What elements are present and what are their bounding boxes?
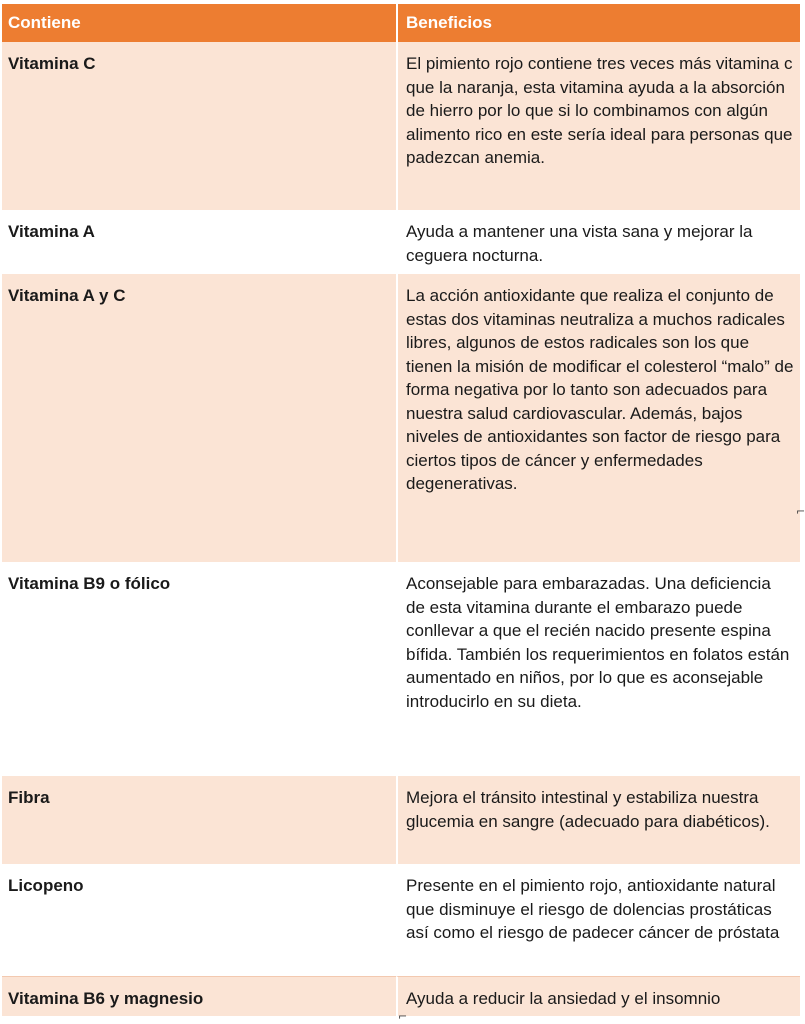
cell-resize-marker: ⌐ (398, 1010, 408, 1023)
table-row (2, 776, 800, 864)
nutrient-cell: Vitamina A y C (2, 274, 396, 562)
table-row (2, 864, 800, 976)
header-contiene: Contiene (2, 4, 396, 42)
table-row (2, 274, 800, 562)
nutrient-cell: Licopeno (2, 864, 396, 976)
nutrient-cell: Vitamina B9 o fólico (2, 562, 396, 776)
table-header-row (2, 4, 800, 42)
benefit-cell: El pimiento rojo contiene tres veces más vitamina c que la naranja, esta vitamina ayuda a la absorción de hierro por lo que si lo combinamos con algún alimento rico en este sería ideal para personas que padezcan anemia. (396, 42, 800, 210)
benefit-cell: La acción antioxidante que realiza el conjunto de estas dos vitaminas neutraliza a muchos radicales libres, algunos de estos radicales son los que tienen la misión de modificar el colesterol “malo” de forma negativa por lo tanto son adecuados para nuestra salud cardiovascular. Además, bajos niveles de antioxidantes son factor de riesgo para ciertos tipos de cáncer y enfermedades degenerativas. (396, 274, 800, 562)
nutrition-benefits-table (2, 4, 800, 1016)
benefit-cell: Presente en el pimiento rojo, antioxidante natural que disminuye el riesgo de dolencias prostáticas así como el riesgo de padecer cáncer de próstata (396, 864, 800, 976)
nutrient-cell: Fibra (2, 776, 396, 864)
nutrient-cell: Vitamina A (2, 210, 396, 274)
table-row (2, 210, 800, 274)
benefit-cell: Mejora el tránsito intestinal y estabiliza nuestra glucemia en sangre (adecuado para diabéticos). (396, 776, 800, 864)
header-beneficios: Beneficios (396, 4, 800, 42)
benefit-cell: Aconsejable para embarazadas. Una deficiencia de esta vitamina durante el embarazo puede conllevar a que el recién nacido presente espina bífida. También los requerimientos en folatos están aumentado en niños, por lo que es aconsejable introducirlo en su dieta. (396, 562, 800, 776)
cell-resize-marker: ⌐ (796, 505, 805, 518)
benefit-cell: Ayuda a reducir la ansiedad y el insomnio (396, 976, 800, 1016)
table-row (2, 42, 800, 210)
nutrient-cell: Vitamina B6 y magnesio (2, 976, 396, 1016)
table-row (2, 562, 800, 776)
nutrient-cell: Vitamina C (2, 42, 396, 210)
benefit-cell: Ayuda a mantener una vista sana y mejorar la ceguera nocturna. (396, 210, 800, 274)
